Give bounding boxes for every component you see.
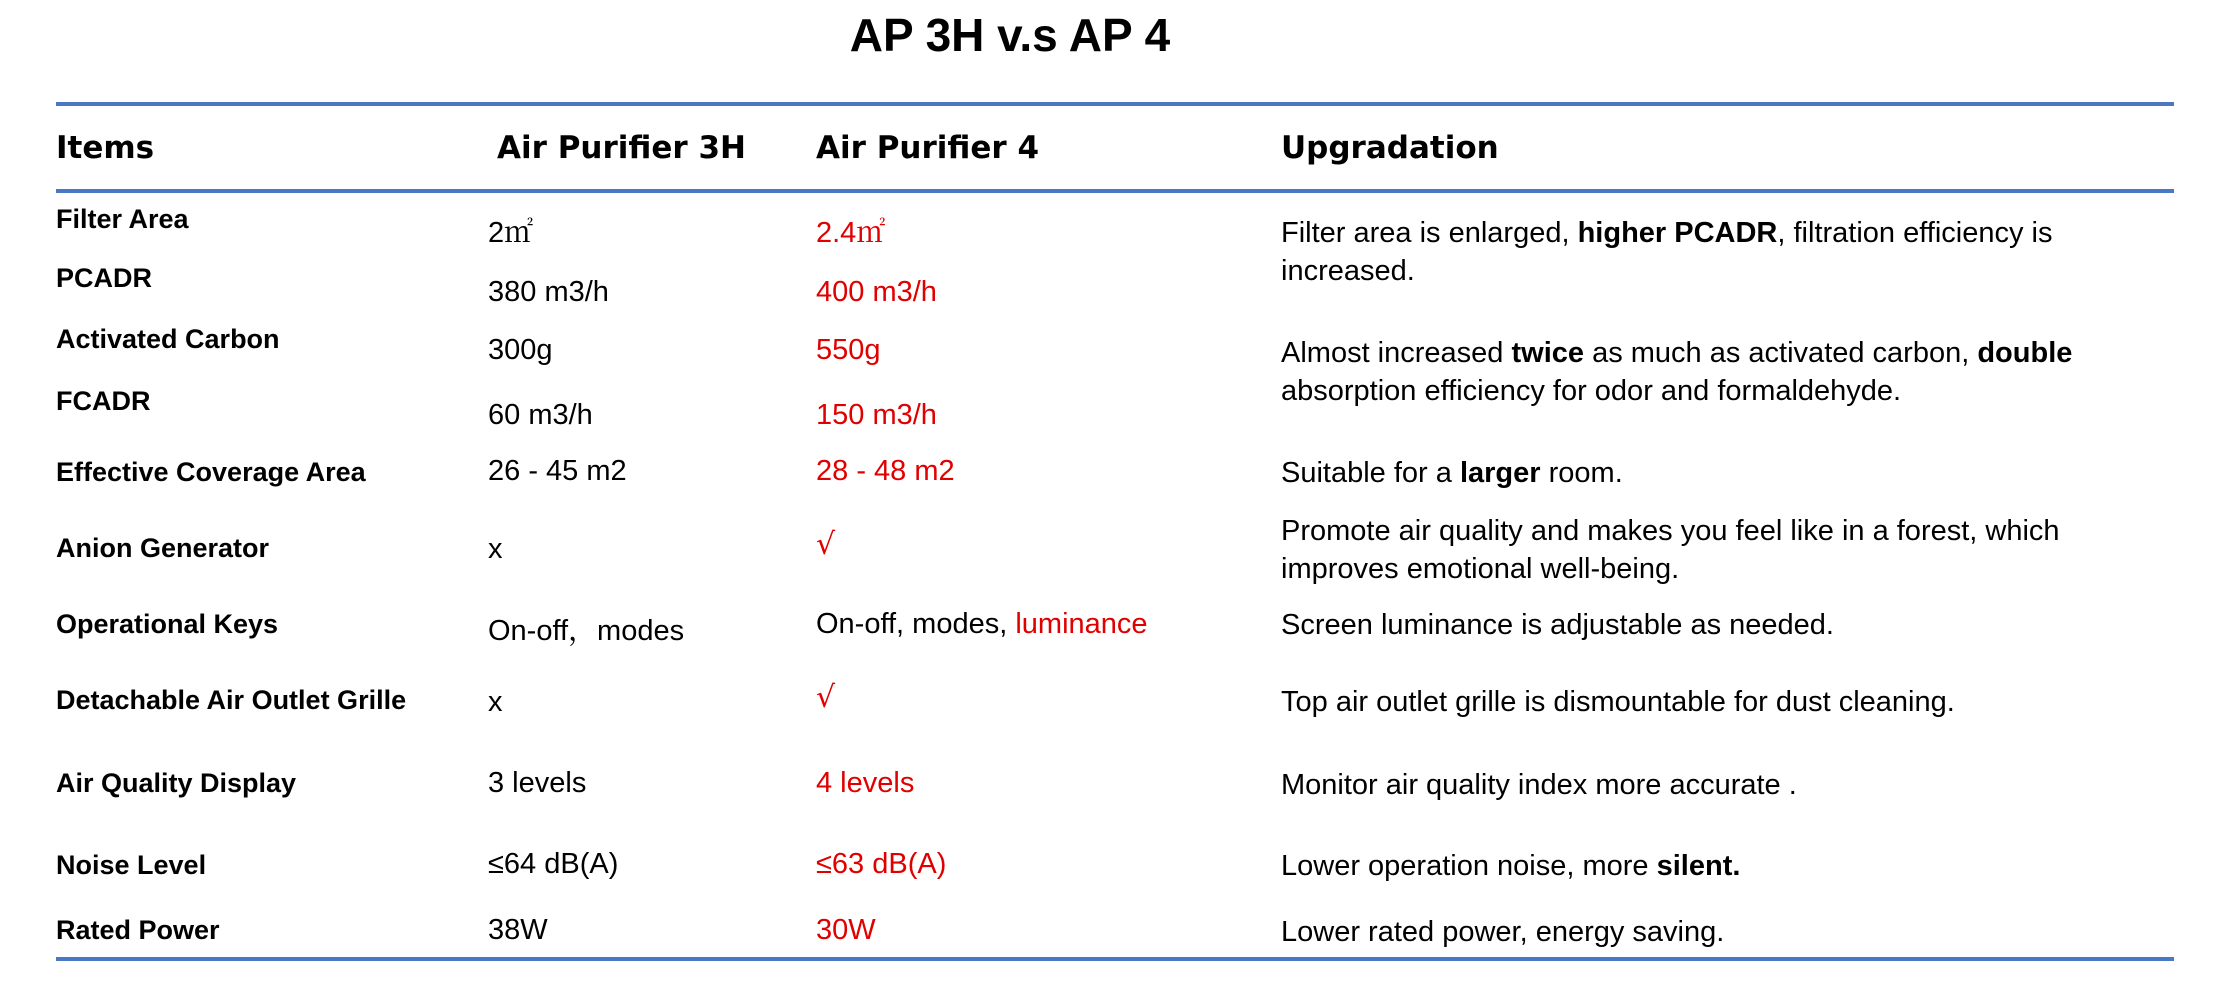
item-fcadr: FCADR [56,386,151,416]
upgradation-power: Lower rated power, energy saving. [1281,916,1725,948]
ap3h-operational-keys: On-off，modes [488,615,685,647]
bottom-rule [56,957,2174,961]
ap3h-air-outlet-grille: x [488,686,503,718]
item-noise-level: Noise Level [56,850,207,880]
top-rule [56,102,2174,106]
upgradation-noise-text: Lower operation noise, more [1281,850,1657,882]
upgradation-grille: Top air outlet grille is dismountable for dust cleaning. [1281,686,1955,718]
header-upgradation: Upgradation [1281,130,1499,166]
upgradation-filter-bold: higher PCADR [1577,217,1778,249]
upgradation-carbon [1281,334,2161,410]
header-ap3h: Air Purifier 3H [497,130,746,166]
ap4-anion-generator: √ [816,527,836,562]
ap3h-filter-area: 2㎡ [488,217,534,249]
ap4-keys-luminance: luminance [1015,608,1148,640]
header-ap4: Air Purifier 4 [816,130,1040,166]
item-coverage-area: Effective Coverage Area [56,457,366,487]
item-filter-area: Filter Area [56,204,189,234]
upgradation-coverage [1281,454,2161,492]
ap3h-rated-power: 38W [488,914,548,946]
upgradation-anion: Promote air quality and makes you feel like in a forest, which improves emotional well-being. [1281,515,2060,585]
upgradation-filter-text-2: , filtration efficiency is increased. [1281,217,2053,287]
upgradation-carbon-text: Almost increased [1281,337,1512,369]
upgradation-carbon-text-3: absorption efficiency for odor and formaldehyde. [1281,375,1902,407]
upgradation-carbon-text-2: as much as activated carbon, [1584,337,1978,369]
upgradation-carbon-bold-2: double [1977,337,2073,369]
ap3h-pcadr: 380 m3/h [488,276,609,308]
upgradation-filter [1281,214,2161,290]
ap3h-anion-generator: x [488,533,503,565]
header-items: Items [56,130,155,166]
ap4-filter-area: 2.4㎡ [816,217,886,249]
item-pcadr: PCADR [56,263,153,293]
upgradation-coverage-text-2: room. [1540,457,1623,489]
ap3h-activated-carbon: 300g [488,334,553,366]
ap4-keys-text: On-off, modes, [816,608,1016,640]
item-activated-carbon: Activated Carbon [56,324,280,354]
ap4-air-quality-display: 4 levels [816,767,915,799]
ap3h-air-quality-display: 3 levels [488,767,587,799]
ap4-rated-power: 30W [816,914,876,946]
ap4-coverage-area: 28 - 48 m2 [816,455,955,487]
item-rated-power: Rated Power [56,915,220,945]
upgradation-noise-bold: silent. [1656,850,1741,882]
ap3h-noise-level: ≤64 dB(A) [488,848,619,880]
item-air-quality-display: Air Quality Display [56,768,297,798]
ap4-noise-level: ≤63 dB(A) [816,848,947,880]
upgradation-keys: Screen luminance is adjustable as needed. [1281,609,1834,641]
upgradation-coverage-text: Suitable for a [1281,457,1460,489]
upgradation-carbon-bold: twice [1511,337,1585,369]
ap4-pcadr: 400 m3/h [816,276,937,308]
item-operational-keys: Operational Keys [56,609,279,639]
ap3h-fcadr: 60 m3/h [488,399,593,431]
upgradation-display: Monitor air quality index more accurate . [1281,769,1797,801]
upgradation-filter-text: Filter area is enlarged, [1281,217,1578,249]
ap4-air-outlet-grille: √ [816,680,836,715]
page-title: AP 3H v.s AP 4 [849,9,1171,61]
upgradation-noise [1281,847,2161,885]
item-anion-generator: Anion Generator [56,533,270,563]
ap4-fcadr: 150 m3/h [816,399,937,431]
item-air-outlet-grille: Detachable Air Outlet Grille [56,685,407,715]
ap4-activated-carbon: 550g [816,334,881,366]
ap4-operational-keys [816,608,1148,641]
header-rule [56,189,2174,193]
ap3h-coverage-area: 26 - 45 m2 [488,455,627,487]
upgradation-coverage-bold: larger [1459,457,1541,489]
